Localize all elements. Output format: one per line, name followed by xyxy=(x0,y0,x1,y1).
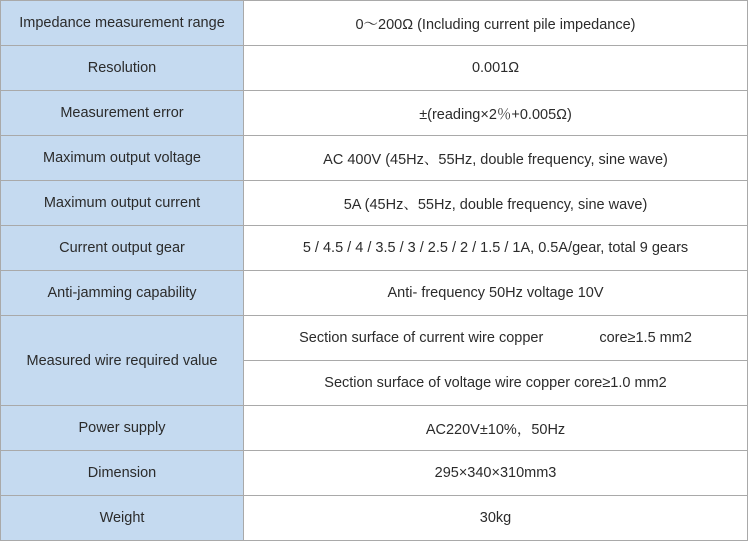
anti-jamming-value: Anti- frequency 50Hz voltage 10V xyxy=(244,271,748,316)
table-row xyxy=(1,91,748,136)
table-row xyxy=(1,271,748,316)
table-row xyxy=(1,181,748,226)
table-row xyxy=(1,496,748,541)
measurement-error-value: ±(reading×2％+0.005Ω) xyxy=(244,91,748,136)
anti-jamming-label: Anti-jamming capability xyxy=(1,271,244,316)
impedance-range-value: 0～200Ω (Including current pile impedance) xyxy=(244,1,748,46)
weight-label: Weight xyxy=(1,496,244,541)
current-wire-core: core≥1.5 mm2 xyxy=(599,330,692,346)
table-row xyxy=(1,451,748,496)
table-row xyxy=(1,46,748,91)
table-row xyxy=(1,226,748,271)
table-row xyxy=(1,316,748,361)
dimension-label: Dimension xyxy=(1,451,244,496)
current-wire-text: Section surface of current wire copper xyxy=(299,330,544,346)
current-wire-requirement xyxy=(244,316,748,361)
measurement-error-label: Measurement error xyxy=(1,91,244,136)
table-row xyxy=(1,136,748,181)
dimension-value: 295×340×310mm3 xyxy=(244,451,748,496)
weight-value: 30kg xyxy=(244,496,748,541)
current-output-gear-label: Current output gear xyxy=(1,226,244,271)
impedance-range-label: Impedance measurement range xyxy=(1,1,244,46)
table-row xyxy=(1,1,748,46)
power-supply-label: Power supply xyxy=(1,406,244,451)
resolution-label: Resolution xyxy=(1,46,244,91)
power-supply-value: AC220V±10%，50Hz xyxy=(244,406,748,451)
current-output-gear-value: 5 / 4.5 / 4 / 3.5 / 3 / 2.5 / 2 / 1.5 / 1A, 0.5A/gear, total 9 gears xyxy=(244,226,748,271)
max-output-current-label: Maximum output current xyxy=(1,181,244,226)
max-output-current-value: 5A (45Hz、55Hz, double frequency, sine wave) xyxy=(244,181,748,226)
resolution-value: 0.001Ω xyxy=(244,46,748,91)
voltage-wire-requirement: Section surface of voltage wire copper core≥1.0 mm2 xyxy=(244,361,748,406)
max-output-voltage-label: Maximum output voltage xyxy=(1,136,244,181)
max-output-voltage-value: AC 400V (45Hz、55Hz, double frequency, sine wave) xyxy=(244,136,748,181)
table-row xyxy=(1,406,748,451)
measured-wire-label: Measured wire required value xyxy=(1,316,244,406)
